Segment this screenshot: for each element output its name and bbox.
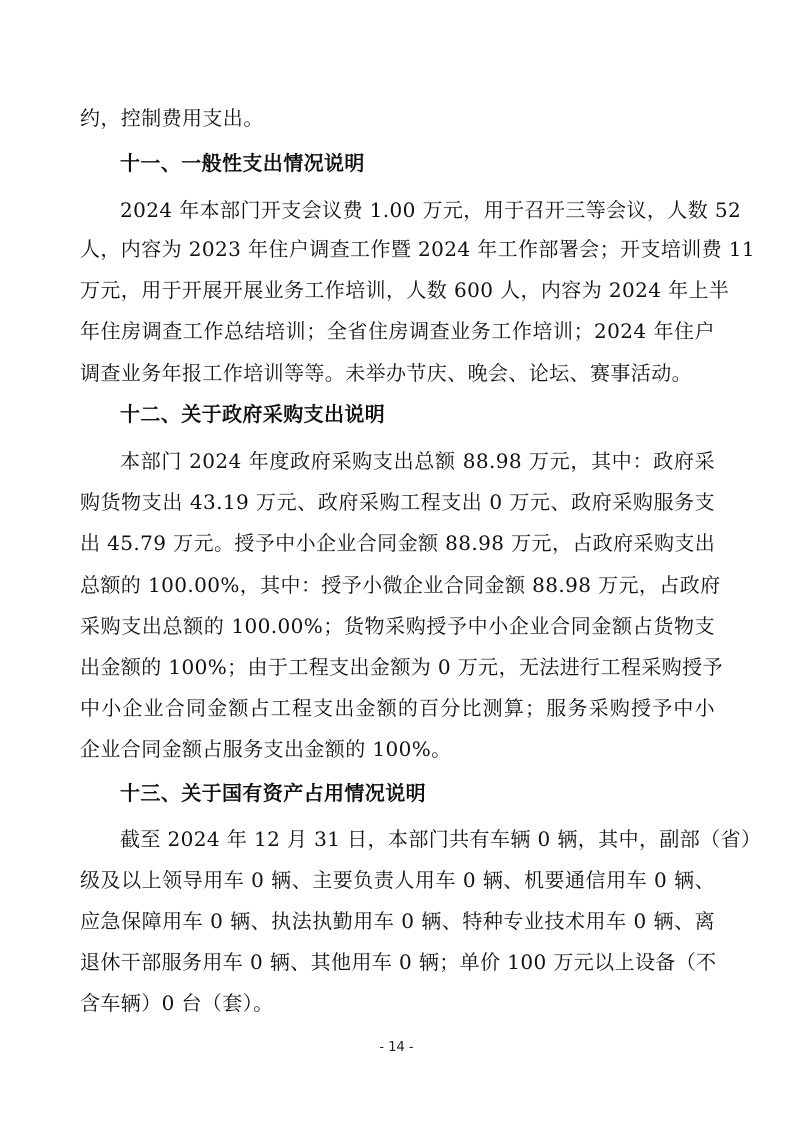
training-expense-text-line: 年住房调查工作总结培训；全省住房调查业务工作培训；2024 年住户 — [80, 319, 715, 343]
assets-text-line: 含车辆）0 台（套）。 — [80, 991, 274, 1015]
assets-text-line: 应急保障用车 0 辆、执法执勤用车 0 辆、特种专业技术用车 0 辆、离 — [80, 909, 715, 933]
page-number: - 14 - — [379, 1040, 414, 1055]
procurement-text-line: 企业合同金额占服务支出金额的 100%。 — [80, 737, 452, 761]
procurement-text-line: 采购支出总额的 100.00%；货物采购授予中小企业合同金额占货物支 — [80, 614, 715, 638]
procurement-text-line: 购货物支出 43.19 万元、政府采购工程支出 0 万元、政府采购服务支 — [80, 490, 715, 514]
procurement-text-line: 总额的 100.00%，其中：授予小微企业合同金额 88.98 万元，占政府 — [80, 573, 721, 597]
training-expense-text-line: 调查业务年报工作培训等等。未举办节庆、晚会、论坛、赛事活动。 — [80, 361, 692, 385]
paragraph-continuation: 约，控制费用支出。 — [80, 106, 264, 130]
assets-text-line: 截至 2024 年 12 月 31 日，本部门共有车辆 0 辆，其中，副部（省） — [120, 827, 762, 851]
procurement-text-line: 出 45.79 万元。授予中小企业合同金额 88.98 万元，占政府采购支出 — [80, 531, 716, 555]
assets-text-line: 级及以上领导用车 0 辆、主要负责人用车 0 辆、机要通信用车 0 辆、 — [80, 868, 715, 892]
section-heading-13: 十三、关于国有资产占用情况说明 — [120, 781, 426, 805]
procurement-text-line: 出金额的 100%；由于工程支出金额为 0 万元，无法进行工程采购授予 — [80, 655, 723, 679]
meeting-expense-text-line: 人，内容为 2023 年住户调查工作暨 2024 年工作部署会；开支培训费 11 — [80, 237, 756, 261]
training-expense-text-line: 万元，用于开展开展业务工作培训，人数 600 人，内容为 2024 年上半 — [80, 278, 730, 302]
meeting-expense-text-line: 2024 年本部门开支会议费 1.00 万元，用于召开三等会议，人数 52 — [120, 198, 742, 222]
section-heading-11: 十一、一般性支出情况说明 — [120, 151, 365, 175]
procurement-text-line: 中小企业合同金额占工程支出金额的百分比测算；服务采购授予中小 — [80, 696, 715, 720]
assets-text-line: 退休干部服务用车 0 辆、其他用车 0 辆；单价 100 万元以上设备（不 — [80, 950, 717, 974]
procurement-text-line: 本部门 2024 年度政府采购支出总额 88.98 万元，其中：政府采 — [120, 449, 715, 473]
section-heading-12: 十二、关于政府采购支出说明 — [120, 402, 386, 426]
